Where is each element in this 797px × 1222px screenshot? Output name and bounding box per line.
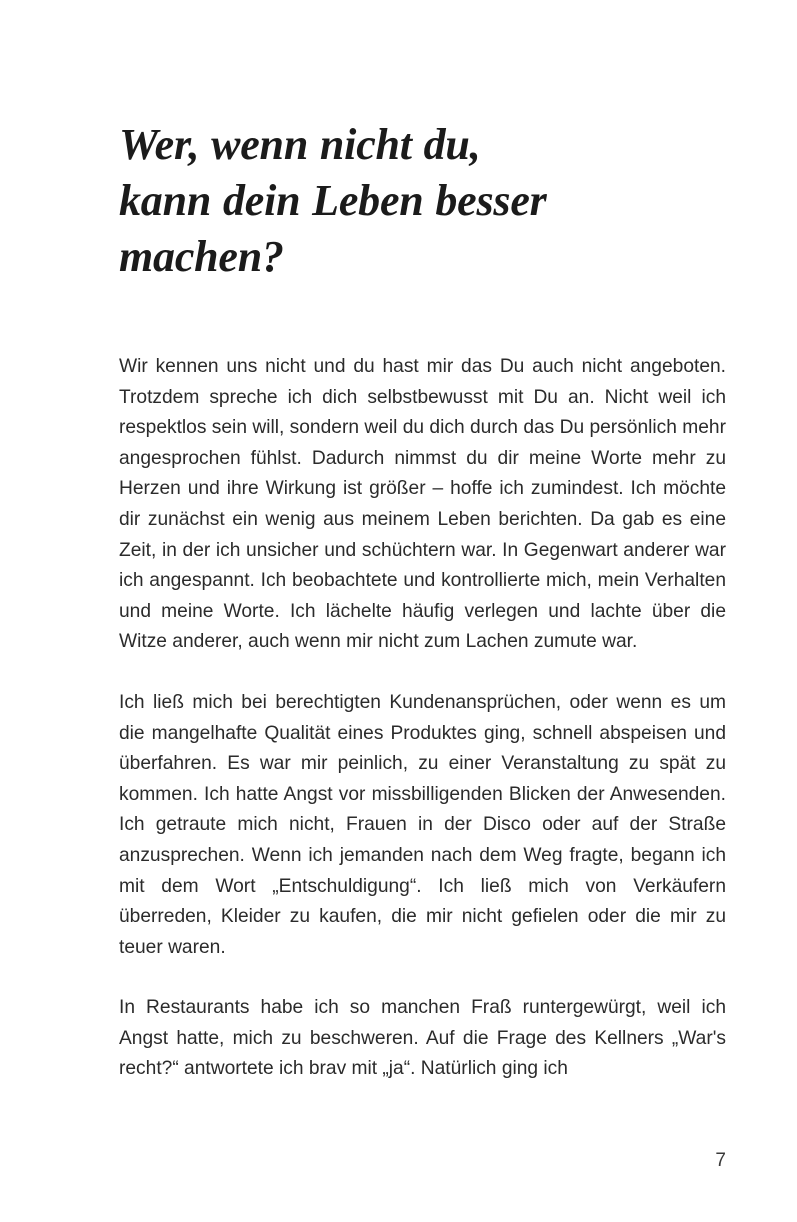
page-title-line-1: Wer, wenn nicht du, — [119, 120, 481, 169]
page-number: 7 — [715, 1150, 726, 1171]
page-title — [119, 117, 739, 285]
paragraph: Wir kennen uns nicht und du hast mir das Du auch nicht angeboten. Trotzdem spreche ich dich selbstbewusst mit Du an. Nicht weil ich respektlos sein will, sondern weil du dich durch das Du persönlich mehr angesprochen fühlst. Dadurch nimmst du dir meine Worte mehr zu Herzen und ihre Wirkung ist größer – hoffe ich zumindest. Ich möchte dir zunächst ein wenig aus meinem Leben berichten. Da gab es eine Zeit, in der ich unsicher und schüchtern war. In Gegenwart anderer war ich angespannt. Ich beobachtete und kontrollierte mich, mein Verhalten und meine Worte. Ich lächelte häufig verlegen und lachte über die Witze anderer, auch wenn mir nicht zum Lachen zumute war. — [119, 356, 726, 653]
body-text — [119, 352, 726, 1085]
page-title-line-3: machen? — [119, 232, 284, 281]
page-title-line-2: kann dein Leben besser — [119, 176, 547, 225]
paragraph: In Restaurants habe ich so manchen Fraß runtergewürgt, weil ich Angst hatte, mich zu beschweren. Auf die Frage des Kellners „War's recht?“ antwortete ich brav mit „ja“. Natürlich ging ich — [119, 997, 726, 1080]
paragraph: Ich ließ mich bei berechtigten Kundenansprüchen, oder wenn es um die mangelhafte Qualität eines Produktes ging, schnell abspeisen und überfahren. Es war mir peinlich, zu einer Veranstaltung zu spät zu kommen. Ich hatte Angst vor missbilligenden Blicken der Anwesenden. Ich getraute mich nicht, Frauen in der Disco oder auf der Straße anzusprechen. Wenn ich jemanden nach dem Weg fragte, begann ich mit dem Wort „Entschuldigung“. Ich ließ mich von Verkäufern überreden, Kleider zu kaufen, die mir nicht gefielen oder die mir zu teuer waren. — [119, 691, 726, 958]
